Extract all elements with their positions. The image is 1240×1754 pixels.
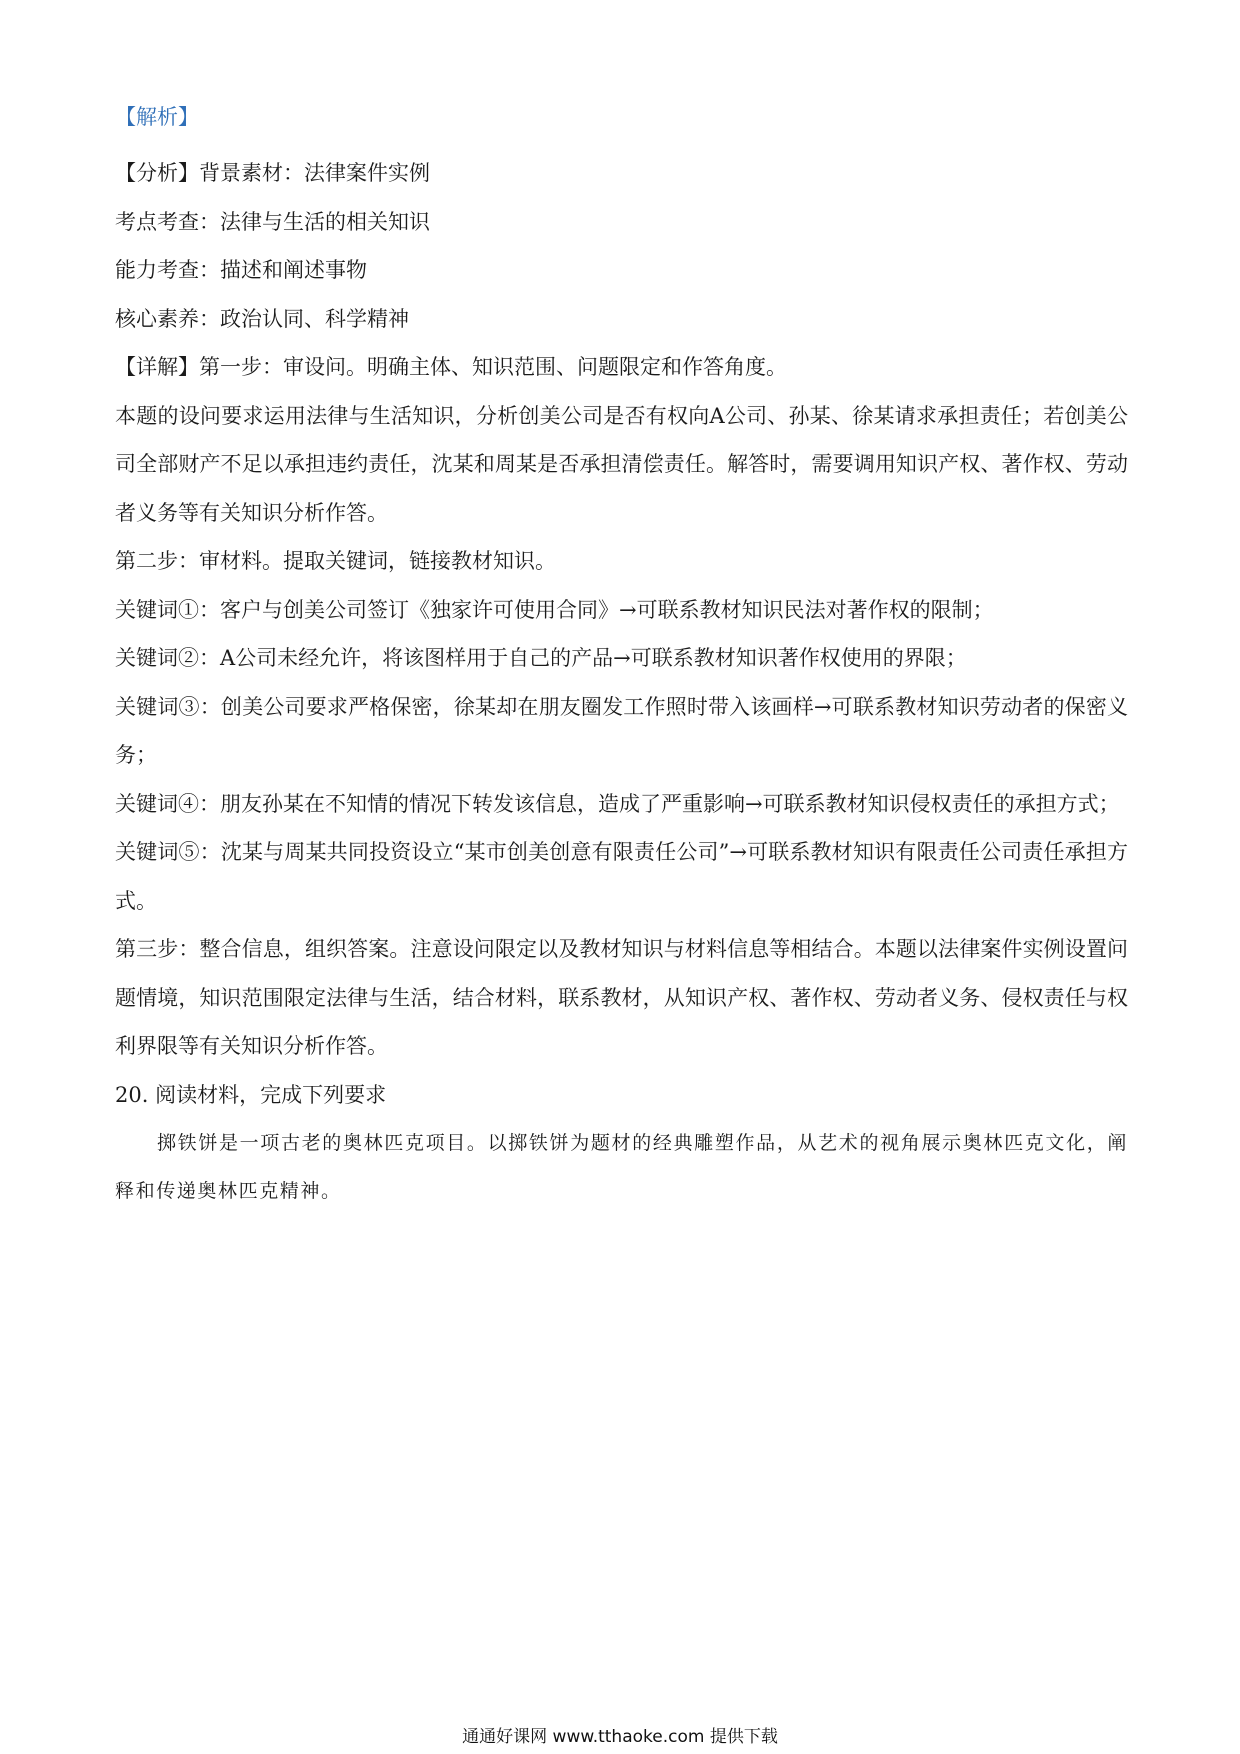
keyword-item: 关键词②：A公司未经允许，将该图样用于自己的产品→可联系教材知识著作权使用的界限； — [115, 646, 967, 670]
keyword-item: 关键词④：朋友孙某在不知情的情况下转发该信息，造成了严重影响→可联系教材知识侵权责任的承担方式； — [115, 791, 1120, 816]
analysis-ability: 能力考查：描述和阐述事物 — [115, 258, 367, 282]
document-content — [115, 101, 1128, 1215]
detail-step1-body: 本题的设问要求运用法律与生活知识，分析创美公司是否有权向A公司、孙某、徐某请求承担责任；若创美公司全部财产不足以承担违约责任，沈某和周某是否承担清偿责任。解答时，需要调用知识产权、著作权、劳动者义务等有关知识分析作答。 — [115, 403, 1128, 525]
keyword-item: 关键词⑤：沈某与周某共同投资设立“某市创美创意有限责任公司”→可联系教材知识有限责任公司责任承担方式。 — [115, 840, 1128, 913]
keyword-item: 关键词③：创美公司要求严格保密，徐某却在朋友圈发工作照时带入该画样→可联系教材知识劳动者的保密义务； — [115, 694, 1128, 767]
analysis-core: 核心素养：政治认同、科学精神 — [115, 306, 409, 331]
detail-step2: 第二步：审材料。提取关键词，链接教材知识。 — [115, 549, 556, 573]
page-footer: 通通好课网 www.tthaoke.com 提供下载 — [462, 1727, 778, 1747]
detail-step3: 第三步：整合信息，组织答案。注意设问限定以及教材知识与材料信息等相结合。本题以法律案件实例设置问题情境，知识范围限定法律与生活，结合材料，联系教材，从知识产权、著作权、劳动者义务、侵权责任与权利界限等有关知识分析作答。 — [115, 937, 1128, 1058]
question-20-title: 20. 阅读材料，完成下列要求 — [115, 1082, 387, 1107]
section-title: 【解析】 — [115, 105, 199, 129]
keyword-item: 关键词①：客户与创美公司签订《独家许可使用合同》→可联系教材知识民法对著作权的限制； — [115, 597, 994, 622]
question-20-material: 掷铁饼是一项古老的奥林匹克项目。以掷铁饼为题材的经典雕塑作品，从艺术的视角展示奥林匹克文化，阐释和传递奥林匹克精神。 — [115, 1132, 1128, 1202]
analysis-kaodian: 考点考查：法律与生活的相关知识 — [115, 209, 430, 234]
detail-step1: 【详解】第一步：审设问。明确主体、知识范围、问题限定和作答角度。 — [115, 355, 787, 379]
analysis-background: 【分析】背景素材：法律案件实例 — [115, 161, 430, 185]
